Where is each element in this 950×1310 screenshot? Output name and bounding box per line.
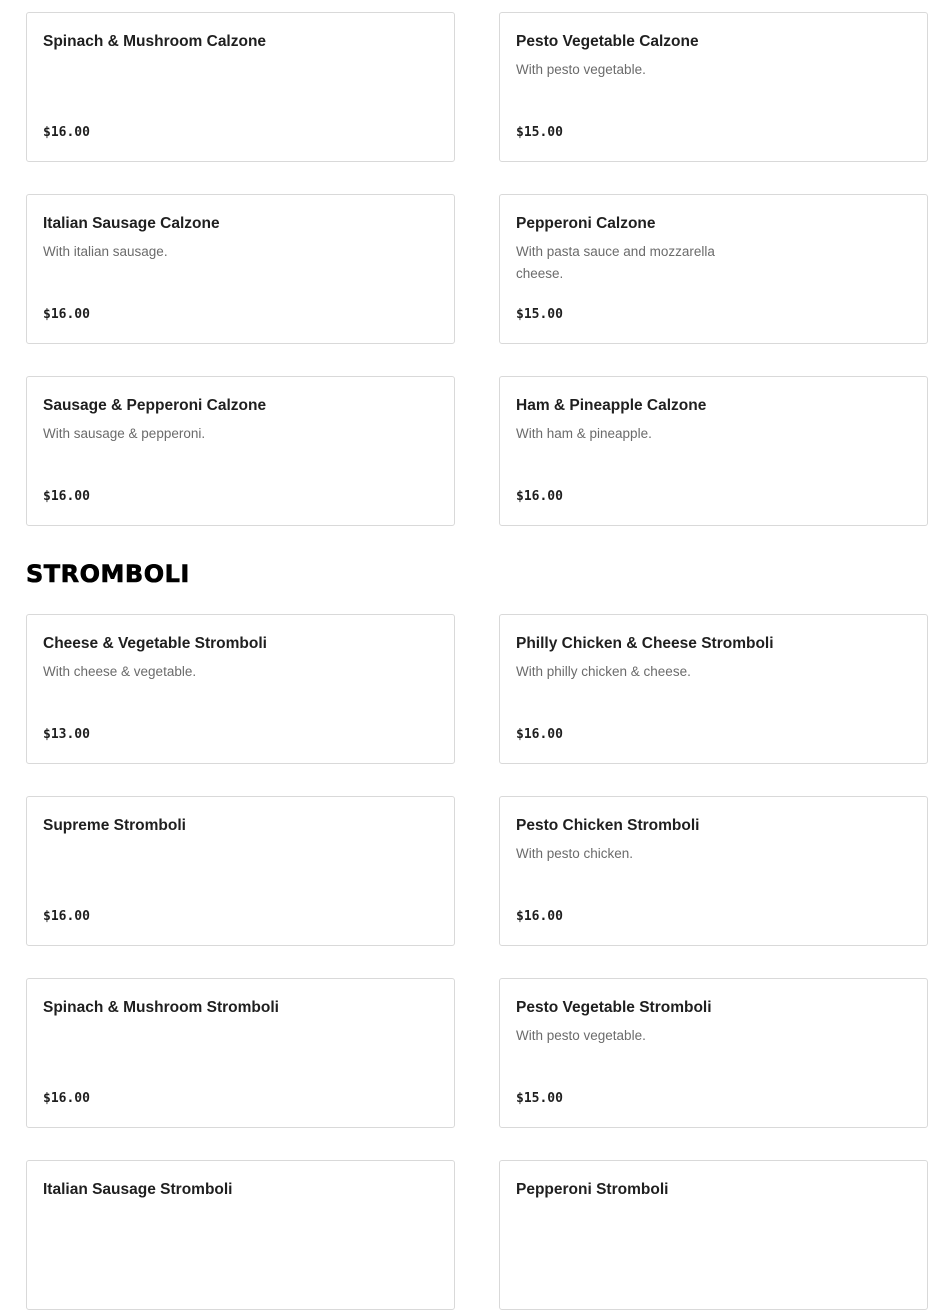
menu-item-card[interactable] — [26, 1160, 455, 1310]
menu-item-card[interactable] — [26, 12, 455, 162]
item-name: Spinach & Mushroom Calzone — [43, 33, 267, 50]
item-name: Pepperoni Calzone — [516, 215, 656, 232]
menu-item-card[interactable] — [499, 614, 928, 764]
menu-item-card[interactable] — [499, 12, 928, 162]
item-description: With pesto vegetable. — [516, 1028, 646, 1043]
item-name: Italian Sausage Stromboli — [43, 1181, 233, 1198]
item-name: Philly Chicken & Cheese Stromboli — [516, 635, 774, 652]
item-description: With italian sausage. — [43, 244, 168, 259]
item-name: Italian Sausage Calzone — [43, 215, 220, 232]
item-grid — [26, 12, 928, 526]
item-name: Spinach & Mushroom Stromboli — [43, 999, 279, 1016]
item-price: $16.00 — [516, 727, 563, 742]
menu-section-stromboli — [0, 560, 950, 1310]
item-description: With pasta sauce and mozzarella cheese. — [516, 244, 715, 281]
item-price: $16.00 — [43, 489, 90, 504]
menu-item-card[interactable] — [26, 614, 455, 764]
item-name: Pesto Vegetable Calzone — [516, 33, 699, 50]
item-name: Sausage & Pepperoni Calzone — [43, 397, 267, 414]
menu-item-card[interactable] — [499, 796, 928, 946]
menu-item-card[interactable] — [499, 1160, 928, 1310]
item-price: $15.00 — [516, 307, 563, 322]
item-grid — [26, 614, 928, 1310]
menu-item-card[interactable] — [26, 978, 455, 1128]
item-name: Pesto Vegetable Stromboli — [516, 999, 712, 1016]
item-price: $15.00 — [516, 1091, 563, 1106]
menu-item-card[interactable] — [26, 376, 455, 526]
menu-item-card[interactable] — [499, 376, 928, 526]
item-price: $16.00 — [43, 909, 90, 924]
item-name: Pepperoni Stromboli — [516, 1181, 669, 1198]
item-description: With pesto chicken. — [516, 846, 634, 861]
item-name: Supreme Stromboli — [43, 817, 186, 834]
menu-item-card[interactable] — [499, 978, 928, 1128]
item-name: Pesto Chicken Stromboli — [516, 817, 700, 834]
item-description: With philly chicken & cheese. — [516, 664, 691, 679]
item-description: With ham & pineapple. — [516, 426, 652, 441]
section-heading: STROMBOLI — [26, 560, 190, 588]
item-price: $16.00 — [43, 1091, 90, 1106]
item-price: $16.00 — [516, 489, 563, 504]
item-price: $15.00 — [516, 125, 563, 140]
menu-item-card[interactable] — [26, 194, 455, 344]
menu-item-card[interactable] — [26, 796, 455, 946]
item-price: $13.00 — [43, 727, 90, 742]
item-description: With sausage & pepperoni. — [43, 426, 206, 441]
item-name: Cheese & Vegetable Stromboli — [43, 635, 267, 652]
item-price: $16.00 — [516, 909, 563, 924]
item-price: $16.00 — [43, 307, 90, 322]
item-description: With cheese & vegetable. — [43, 664, 197, 679]
item-price: $16.00 — [43, 125, 90, 140]
item-name: Ham & Pineapple Calzone — [516, 397, 707, 414]
item-description: With pesto vegetable. — [516, 62, 646, 77]
menu-item-card[interactable] — [499, 194, 928, 344]
menu-section-calzones — [0, 0, 950, 526]
